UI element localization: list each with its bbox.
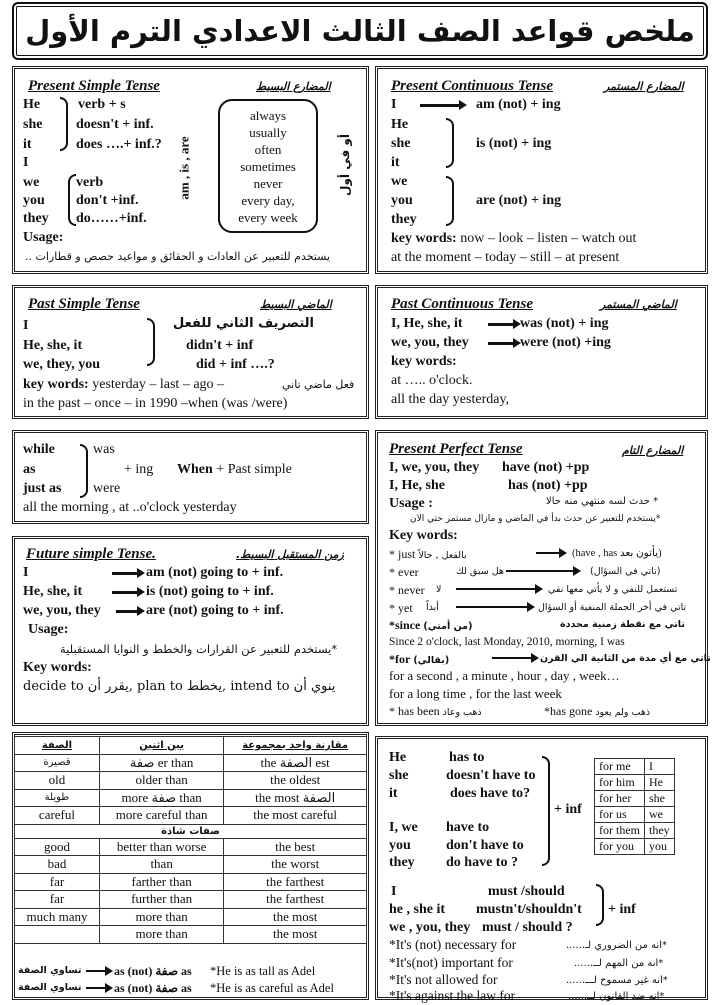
col-header: مقارنة واحد بمجموعة — [224, 737, 367, 755]
table-row — [15, 926, 367, 944]
table-row — [15, 789, 367, 807]
usage-text: *يستخدم للتعبير عن القرارات والخطط و النوايا المستقبلية — [60, 642, 338, 656]
adverb: sometimes — [240, 159, 296, 174]
formula-has: has (not) +pp — [508, 478, 588, 493]
table-cell: the farthest — [224, 873, 367, 891]
expression-ar: *انه غير مسموح لـــ...... — [566, 975, 668, 986]
table-cell: far — [15, 873, 100, 891]
past-simple-note: + Past simple — [212, 462, 292, 477]
key-words: at the moment – today – still – at present — [391, 250, 620, 265]
formula-negative: doesn't have to — [446, 768, 536, 783]
table-cell: the best — [224, 838, 367, 856]
expression: *It's(not) important for — [389, 955, 513, 970]
present-simple-heading: Present Simple Tense — [28, 78, 160, 94]
pronoun-you: you — [389, 838, 411, 853]
table-cell: I — [645, 759, 675, 775]
pronoun-i: I — [23, 155, 29, 170]
table-cell: the الصفة est — [224, 754, 367, 772]
object-pronoun-table — [594, 758, 675, 855]
brace — [446, 176, 454, 226]
irregular-header: صفات شاذة — [15, 824, 367, 838]
kw-note: (تاتي في السؤال) — [590, 566, 661, 577]
formula-question: do have to ? — [446, 855, 518, 870]
kw-note: (have , has يأتون بعد) — [572, 548, 662, 559]
equality-label: تساوي الصفة — [18, 965, 82, 976]
key-words: decide to يقرر أن, plan to يخطط, intend to ينوي أن — [23, 679, 336, 694]
key-words-label: key words: — [391, 354, 457, 369]
present-perfect-heading: Present Perfect Tense — [389, 441, 523, 457]
key-words: yesterday – last – ago – — [88, 377, 225, 392]
pronouns-we-they-you: we, they, you — [23, 357, 100, 372]
kw-note: تاتي مع أي مدة من الثانية الي القرن — [540, 653, 711, 664]
past-continuous-heading: Past Continuous Tense — [391, 296, 533, 312]
arrow-icon — [86, 970, 106, 972]
table-cell: more careful than — [99, 807, 223, 825]
formula-question: does have to? — [450, 786, 531, 801]
table-row — [15, 754, 367, 772]
kw-just: * just — [389, 547, 416, 561]
usage-label: Usage: — [28, 622, 69, 637]
formula-were: were (not) +ing — [520, 335, 611, 350]
formula-are: are (not) + ing — [476, 193, 562, 208]
present-simple-ar-heading: المضارع البسيط — [256, 80, 331, 93]
pronoun-i: I — [23, 318, 29, 333]
brace — [542, 756, 550, 866]
table-cell: better than worse — [99, 838, 223, 856]
table-cell: further than — [99, 891, 223, 909]
table-cell: the farthest — [224, 891, 367, 909]
pronoun-it: it — [389, 786, 398, 801]
table-row — [595, 775, 675, 791]
table-row — [595, 839, 675, 855]
present-continuous-ar-heading: المضارع المستمر — [604, 80, 684, 93]
brace — [596, 884, 604, 926]
adverb: often — [254, 142, 282, 157]
kw-example: Since 2 o'clock, last Monday, 2010, morning, I was — [389, 636, 625, 648]
table-cell: the most careful — [224, 807, 367, 825]
table-cell: farther than — [99, 873, 223, 891]
table-cell: much many — [15, 908, 100, 926]
table-cell: good — [15, 838, 100, 856]
formula-negative: doesn't + inf. — [76, 117, 154, 132]
key-words-label: key words: — [23, 377, 89, 392]
table-cell: than — [99, 856, 223, 874]
table-cell: for you — [595, 839, 645, 855]
expression-ar: *انه من المهم لــ...... — [574, 958, 664, 969]
adverbs-box — [218, 99, 318, 233]
table-row — [15, 807, 367, 825]
plus-inf: + inf — [554, 802, 582, 817]
table-row — [15, 908, 367, 926]
adverb: every day, — [241, 193, 295, 208]
pronoun-she: she — [391, 136, 411, 151]
kw-yet-ar: أبداً — [426, 602, 439, 613]
formula-affirmative: verb + s — [78, 97, 126, 112]
formula-affirmative: verb — [76, 175, 104, 190]
equality-formula: as (not) صفة as — [114, 981, 192, 995]
pronouns-he-she-it: He, she, it — [23, 584, 83, 599]
kw-ever-ar: هل سبق لك — [456, 566, 504, 577]
table-cell: He — [645, 775, 675, 791]
pronouns-plural: I, we, you, they — [389, 460, 480, 475]
past-simple-ar-heading: الماضي البسيط — [260, 298, 332, 311]
arrow-icon — [112, 572, 138, 575]
table-cell — [15, 926, 100, 944]
pronoun-i: I — [391, 884, 397, 899]
expression: *It's against the law for — [389, 988, 516, 1003]
verb-be-label: am , is , are — [176, 136, 192, 200]
table-cell: older than — [99, 772, 223, 790]
pronoun-it: it — [391, 155, 400, 170]
table-cell: bad — [15, 856, 100, 874]
arrow-icon — [456, 606, 528, 608]
equality-formula: as (not) صفة as — [114, 964, 192, 978]
formula-affirmative: has to — [449, 750, 485, 765]
kw-ever: * ever — [389, 565, 419, 579]
past-continuous-ar-heading: الماضي المستمر — [600, 298, 677, 311]
pronoun-they: they — [23, 211, 49, 226]
table-cell: more صفة than — [99, 789, 223, 807]
kw-since: *since — [389, 618, 421, 632]
kw-yet: * yet — [389, 601, 413, 615]
past-simple-heading: Past Simple Tense — [28, 296, 140, 312]
pronoun-she: she — [389, 768, 409, 783]
arrow-icon — [112, 591, 138, 594]
usage-text: يستخدم للتعبير عن العادات و الحقائق و مواعيد حصص و قطارات .. — [25, 250, 331, 263]
pronoun-he: He — [391, 117, 409, 132]
arrow-icon — [488, 342, 514, 345]
formula-am: am (not) + ing — [476, 97, 561, 112]
table-row — [15, 873, 367, 891]
formula-negative: mustn't/shouldn't — [476, 902, 582, 917]
future-heading: Future simple Tense. — [26, 546, 156, 562]
table-row — [595, 823, 675, 839]
pronouns-singular: I, He, she, it — [391, 316, 463, 331]
table-cell: old — [15, 772, 100, 790]
usage-text: * حدث لسه منتهي منه حالا — [546, 496, 659, 507]
table-row — [15, 838, 367, 856]
formula-negative: don't have to — [446, 838, 524, 853]
pronoun-we: we — [391, 174, 408, 189]
pronoun-i: I — [391, 97, 397, 112]
pronoun-he: He — [389, 750, 407, 765]
has-been: * has been — [389, 704, 440, 718]
table-cell: the most — [224, 926, 367, 944]
formula-was: was (not) + ing — [520, 316, 609, 331]
expression-ar: *انه من الضروري لـ...... — [566, 940, 667, 951]
formula-have: have (not) +pp — [502, 460, 590, 475]
table-cell: for us — [595, 807, 645, 823]
table-cell: the oldest — [224, 772, 367, 790]
table-cell: far — [15, 891, 100, 909]
table-cell: we — [645, 807, 675, 823]
brace — [147, 318, 155, 366]
table-cell: the most الصفة — [224, 789, 367, 807]
kw-since-ar: (من أمتي) — [423, 621, 473, 632]
table-cell: the most — [224, 908, 367, 926]
table-cell: صفة er than — [99, 754, 223, 772]
adverb: never — [253, 176, 283, 191]
adverb: every week — [238, 210, 298, 225]
word-as: as — [23, 462, 36, 477]
table-row — [15, 856, 367, 874]
table-cell: they — [645, 823, 675, 839]
table-cell: for me — [595, 759, 645, 775]
position-note: أو في أول — [337, 134, 352, 196]
table-cell: طويلة — [15, 789, 100, 807]
kw-never: * never — [389, 583, 425, 597]
pronouns-he-she-it: He, she, it — [23, 338, 83, 353]
table-cell: the worst — [224, 856, 367, 874]
table-row — [15, 824, 367, 838]
pronouns-plural: we, you, they — [391, 335, 469, 350]
adverb: usually — [249, 125, 287, 140]
formula-question: does ….+ inf.? — [76, 137, 162, 152]
has-gone-ar: ذهب ولم يعود — [595, 707, 651, 718]
pronoun-they: they — [391, 212, 417, 227]
table-row — [595, 807, 675, 823]
kw-for-ar: (بقالي) — [413, 655, 450, 666]
pronouns-we-you-they: we , you, they — [389, 920, 471, 935]
usage-text: *يستخدم للتعبير عن حدث بدأ في الماضي و مازال مستمر حتي الان — [410, 514, 661, 524]
equality-label: تساوي الصفة — [18, 982, 82, 993]
word-when: When — [177, 462, 213, 477]
present-continuous-heading: Present Continuous Tense — [391, 78, 553, 94]
key-words: at ….. o'clock. — [391, 373, 473, 388]
table-cell: careful — [15, 807, 100, 825]
brace — [80, 444, 88, 498]
table-cell: more than — [99, 908, 223, 926]
pronoun-we: we — [23, 175, 40, 190]
pronoun-it: it — [23, 137, 32, 152]
kw-note: تستعمل للنفي و لا يأتي معها نفي — [548, 584, 678, 595]
pronouns-singular: I, He, she — [389, 478, 445, 493]
page-title: ملخص قواعد الصف الثالث الاعدادي الترم الأول — [12, 2, 708, 60]
table-row — [15, 737, 367, 755]
key-words: now – look – listen – watch out — [456, 231, 637, 246]
key-words-ar: فعل ماضي تاني — [282, 378, 355, 391]
adverb: always — [249, 108, 287, 123]
formula-are: are (not) going to + inf. — [146, 603, 284, 618]
expression: *It's (not) necessary for — [389, 937, 517, 952]
expression-ar: *انه ضد القانون لــ...... — [568, 991, 665, 1002]
kw-example: for a long time , for the last week — [389, 686, 562, 701]
kw-for: *for — [389, 652, 411, 666]
key-words-label: key words: — [391, 231, 457, 246]
equality-example: *He is as tall as Adel — [210, 964, 316, 978]
table-cell: for him — [595, 775, 645, 791]
word-while: while — [23, 442, 55, 457]
arrow-icon — [116, 610, 138, 613]
pronouns-we-you-they: we, you, they — [23, 603, 101, 618]
pronoun-i: I — [23, 565, 29, 580]
table-cell: more than — [99, 926, 223, 944]
kw-example: for a second , a minute , hour , day , week… — [389, 668, 620, 683]
arrow-icon — [506, 570, 574, 572]
has-gone: *has gone — [544, 704, 593, 718]
table-cell: you — [645, 839, 675, 855]
table-row — [595, 791, 675, 807]
key-words-label: Key words: — [23, 660, 92, 675]
arrow-icon — [420, 104, 460, 107]
future-ar-heading: زمن المستقبل البسيط. — [236, 548, 344, 561]
formula-question: must / should ? — [482, 920, 573, 935]
present-perfect-ar-heading: المضارع التام — [622, 444, 684, 457]
table-row — [15, 891, 367, 909]
word-were: were — [93, 481, 121, 496]
usage-label: Usage: — [23, 230, 64, 245]
has-been-ar: ذهب وعاد — [442, 707, 482, 718]
table-cell: she — [645, 791, 675, 807]
formula-affirmative: التصريف الثاني للفعل — [173, 316, 315, 331]
formula-is: is (not) going to + inf. — [146, 584, 274, 599]
brace — [68, 174, 76, 226]
formula-affirmative: have to — [446, 820, 490, 835]
formula-affirmative: must /should — [488, 884, 565, 899]
formula-negative: don't +inf. — [76, 193, 139, 208]
table-cell: for her — [595, 791, 645, 807]
plus-ing: + ing — [124, 462, 154, 477]
formula-negative: didn't + inf — [186, 338, 254, 353]
pronoun-you: you — [23, 193, 45, 208]
col-header: الصفة — [15, 737, 100, 755]
arrow-icon — [536, 552, 560, 554]
formula-is: is (not) + ing — [476, 136, 552, 151]
table-cell: قصيرة — [15, 754, 100, 772]
key-words: in the past – once – in 1990 –when (was /were) — [23, 396, 288, 411]
arrow-icon — [488, 323, 514, 326]
arrow-icon — [86, 987, 106, 989]
pronoun-they: they — [389, 855, 415, 870]
word-was: was — [93, 442, 115, 457]
formula-question: did + inf ….? — [196, 357, 275, 372]
table-row — [15, 772, 367, 790]
kw-note: تاتي مع نقطة زمنية محددة — [560, 619, 685, 630]
kw-never-ar: لا — [436, 584, 442, 595]
comparison-table — [14, 736, 367, 944]
kw-just-ar: بالفعل , حالاً — [418, 550, 467, 561]
pronoun-she: she — [23, 117, 43, 132]
equality-example: *He is as careful as Adel — [210, 981, 334, 995]
table-row — [595, 759, 675, 775]
key-words-label: Key words: — [389, 528, 458, 543]
expression: *It's not allowed for — [389, 972, 498, 987]
pronoun-he: He — [23, 97, 41, 112]
pronouns-i-we: I, we — [389, 820, 418, 835]
plus-inf: + inf — [608, 902, 636, 917]
kw-note: تاتي في أخر الجملة المنفية أو السؤال — [538, 602, 687, 613]
col-header: بين اثنين — [99, 737, 223, 755]
pronoun-you: you — [391, 193, 413, 208]
table-cell: for them — [595, 823, 645, 839]
formula-am: am (not) going to + inf. — [146, 565, 284, 580]
formula-question: do……+inf. — [76, 211, 147, 226]
brace — [446, 118, 454, 168]
usage-label: Usage : — [389, 496, 433, 511]
brace — [60, 97, 68, 151]
arrow-icon — [456, 588, 536, 590]
word-just-as: just as — [23, 481, 62, 496]
arrow-icon — [492, 657, 532, 659]
time-expressions: all the morning , at ..o'clock yesterday — [23, 500, 237, 515]
key-words: all the day yesterday, — [391, 392, 510, 407]
pronouns-he-she-it: he , she it — [389, 902, 445, 917]
